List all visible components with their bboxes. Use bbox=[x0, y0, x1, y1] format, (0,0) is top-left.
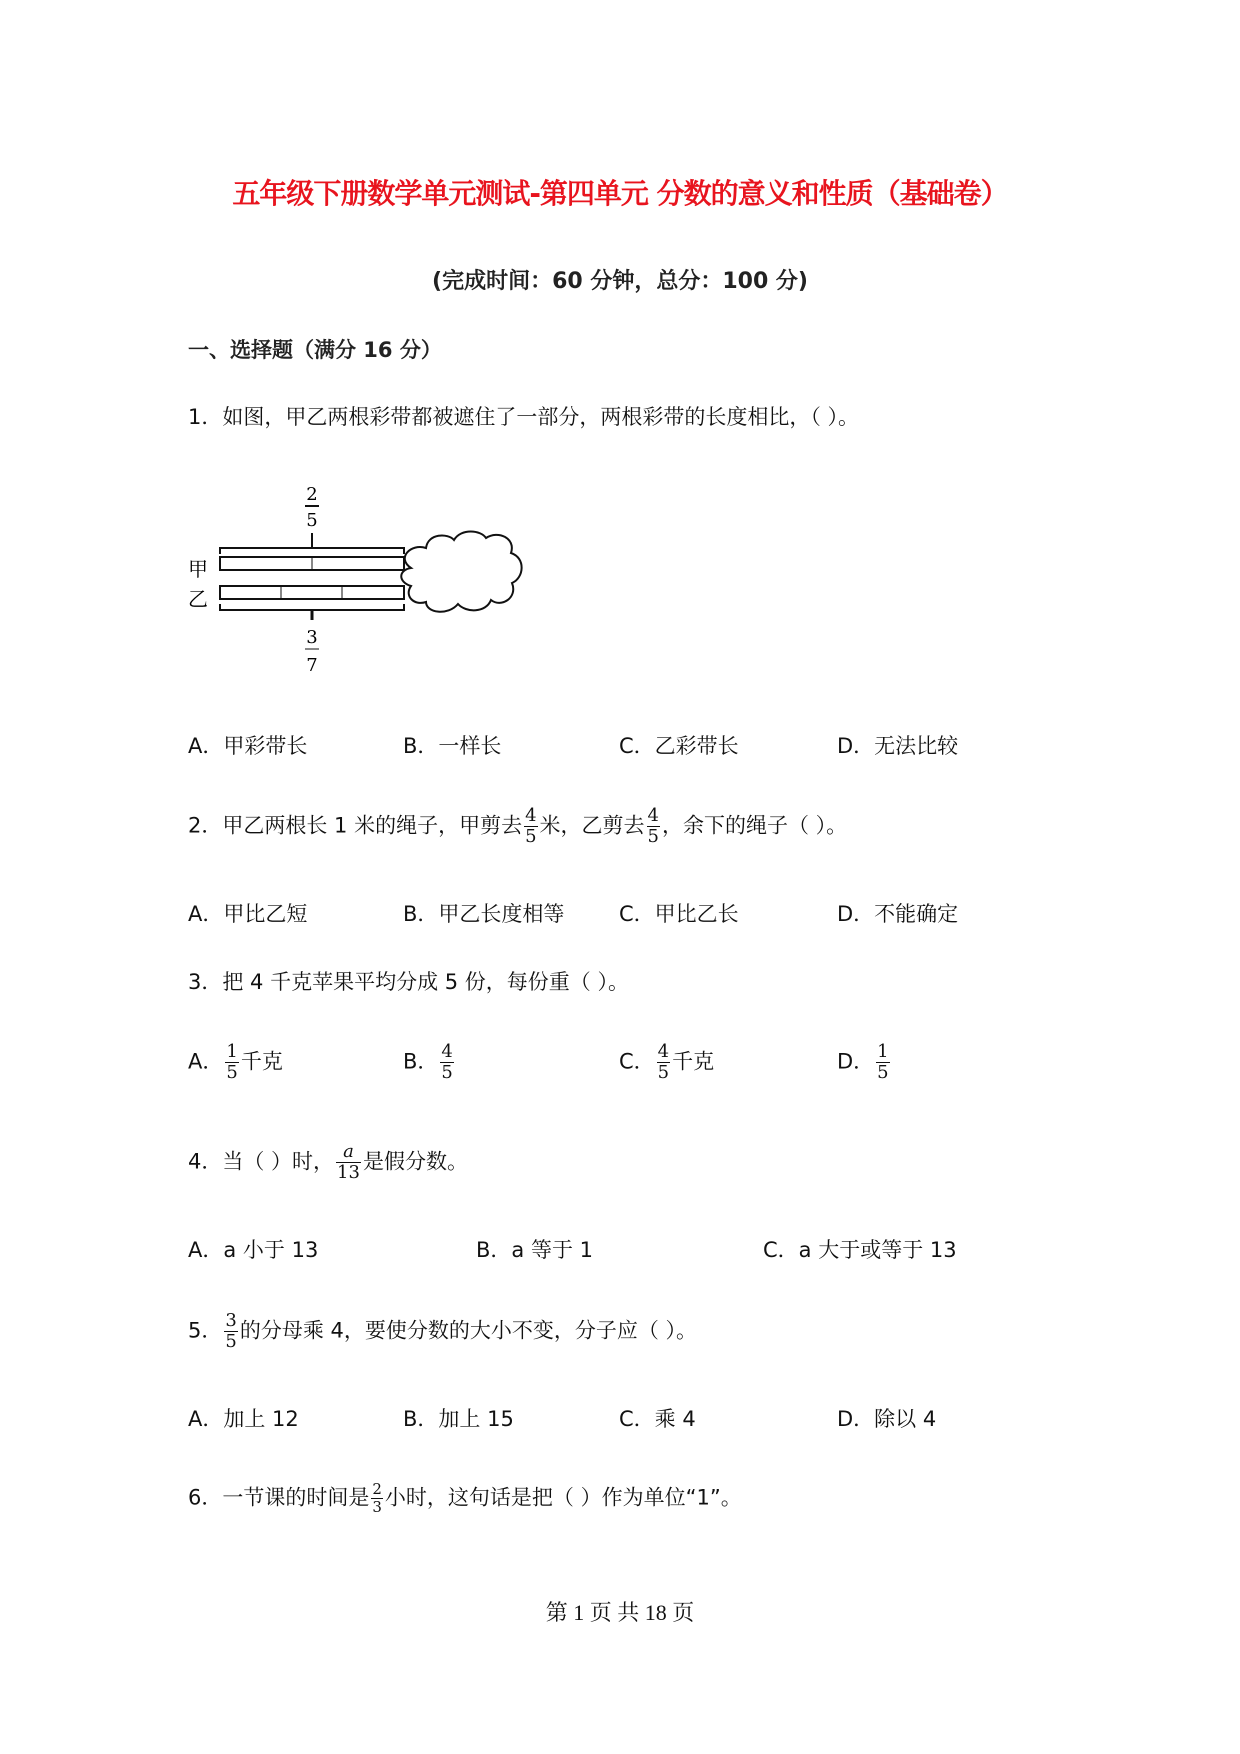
bottom-fraction-numerator: 3 bbox=[306, 627, 318, 648]
top-fraction-numerator: 2 bbox=[306, 484, 318, 505]
q2-option-a[interactable]: A．甲比乙短 bbox=[188, 902, 308, 926]
ribbon-diagram bbox=[186, 478, 546, 678]
q2-option-d[interactable]: D．不能确定 bbox=[837, 902, 959, 926]
q3-option-d[interactable]: D． $\frac{1}{5}$ bbox=[837, 1041, 889, 1083]
q4-option-c[interactable]: C．a 大于或等于 13 bbox=[763, 1238, 957, 1262]
q5-option-d[interactable]: D．除以 4 bbox=[837, 1407, 937, 1431]
question-2 bbox=[188, 806, 847, 847]
cloud-icon bbox=[401, 532, 521, 612]
q2-text-1: 2．甲乙两根长 1 米的绳子，甲剪去 bbox=[188, 813, 523, 838]
top-fraction-denominator: 5 bbox=[306, 510, 318, 531]
q1-option-d[interactable]: D．无法比较 bbox=[837, 734, 959, 758]
question-3: 3．把 4 千克苹果平均分成 5 份，每份重（ ）。 bbox=[188, 970, 629, 994]
q5-option-a[interactable]: A．加上 12 bbox=[188, 1407, 299, 1431]
q3-option-b[interactable]: B． $\frac{4}{5}$ bbox=[403, 1041, 453, 1083]
label-yi: 乙 bbox=[188, 587, 208, 611]
document-title: 五年级下册数学单元测试-第四单元 分数的意义和性质（基础卷） bbox=[232, 177, 1008, 210]
question-4: 4．当（ ）时， $\frac{a}{13}$ 是假分数。 bbox=[188, 1141, 468, 1183]
fraction: $\frac{4}{5}$ bbox=[525, 805, 537, 847]
q2-text-2: 米，乙剪去 bbox=[539, 813, 645, 838]
ribbon-figure bbox=[186, 478, 546, 678]
document-subtitle: (完成时间：60 分钟，总分：100 分) bbox=[432, 269, 808, 294]
q1-option-c[interactable]: C．乙彩带长 bbox=[619, 734, 739, 758]
q5-option-b[interactable]: B．加上 15 bbox=[403, 1407, 514, 1431]
section-heading: 一、选择题（满分 16 分） bbox=[188, 338, 442, 362]
q1-option-a[interactable]: A．甲彩带长 bbox=[188, 734, 308, 758]
q2-option-b[interactable]: B．甲乙长度相等 bbox=[403, 902, 565, 926]
q2-text-3: ，余下的绳子（ ）。 bbox=[661, 813, 848, 838]
label-jia: 甲 bbox=[188, 557, 208, 581]
question-6: 6．一节课的时间是 $\frac{2}{3}$ 小时，这句话是把（ ）作为单位“1”。 bbox=[188, 1480, 742, 1516]
bottom-fraction-denominator: 7 bbox=[306, 655, 318, 676]
q4-option-a[interactable]: A．a 小于 13 bbox=[188, 1238, 319, 1262]
page-footer: 第 1 页 共 18 页 bbox=[545, 1600, 695, 1625]
q3-option-c[interactable]: C． $\frac{4}{5}$ 千克 bbox=[619, 1041, 715, 1083]
q3-option-a[interactable]: A． $\frac{1}{5}$ 千克 bbox=[188, 1041, 283, 1083]
question-1: 1．如图，甲乙两根彩带都被遮住了一部分，两根彩带的长度相比，（ ）。 bbox=[188, 405, 860, 429]
fraction: $\frac{4}{5}$ bbox=[647, 805, 659, 847]
q4-option-b[interactable]: B．a 等于 1 bbox=[476, 1238, 593, 1262]
q1-option-b[interactable]: B．一样长 bbox=[403, 734, 502, 758]
q5-option-c[interactable]: C．乘 4 bbox=[619, 1407, 696, 1431]
question-5: 5． $\frac{3}{5}$ 的分母乘 4，要使分数的大小不变，分子应（ ）。 bbox=[188, 1310, 698, 1352]
q2-option-c[interactable]: C．甲比乙长 bbox=[619, 902, 739, 926]
